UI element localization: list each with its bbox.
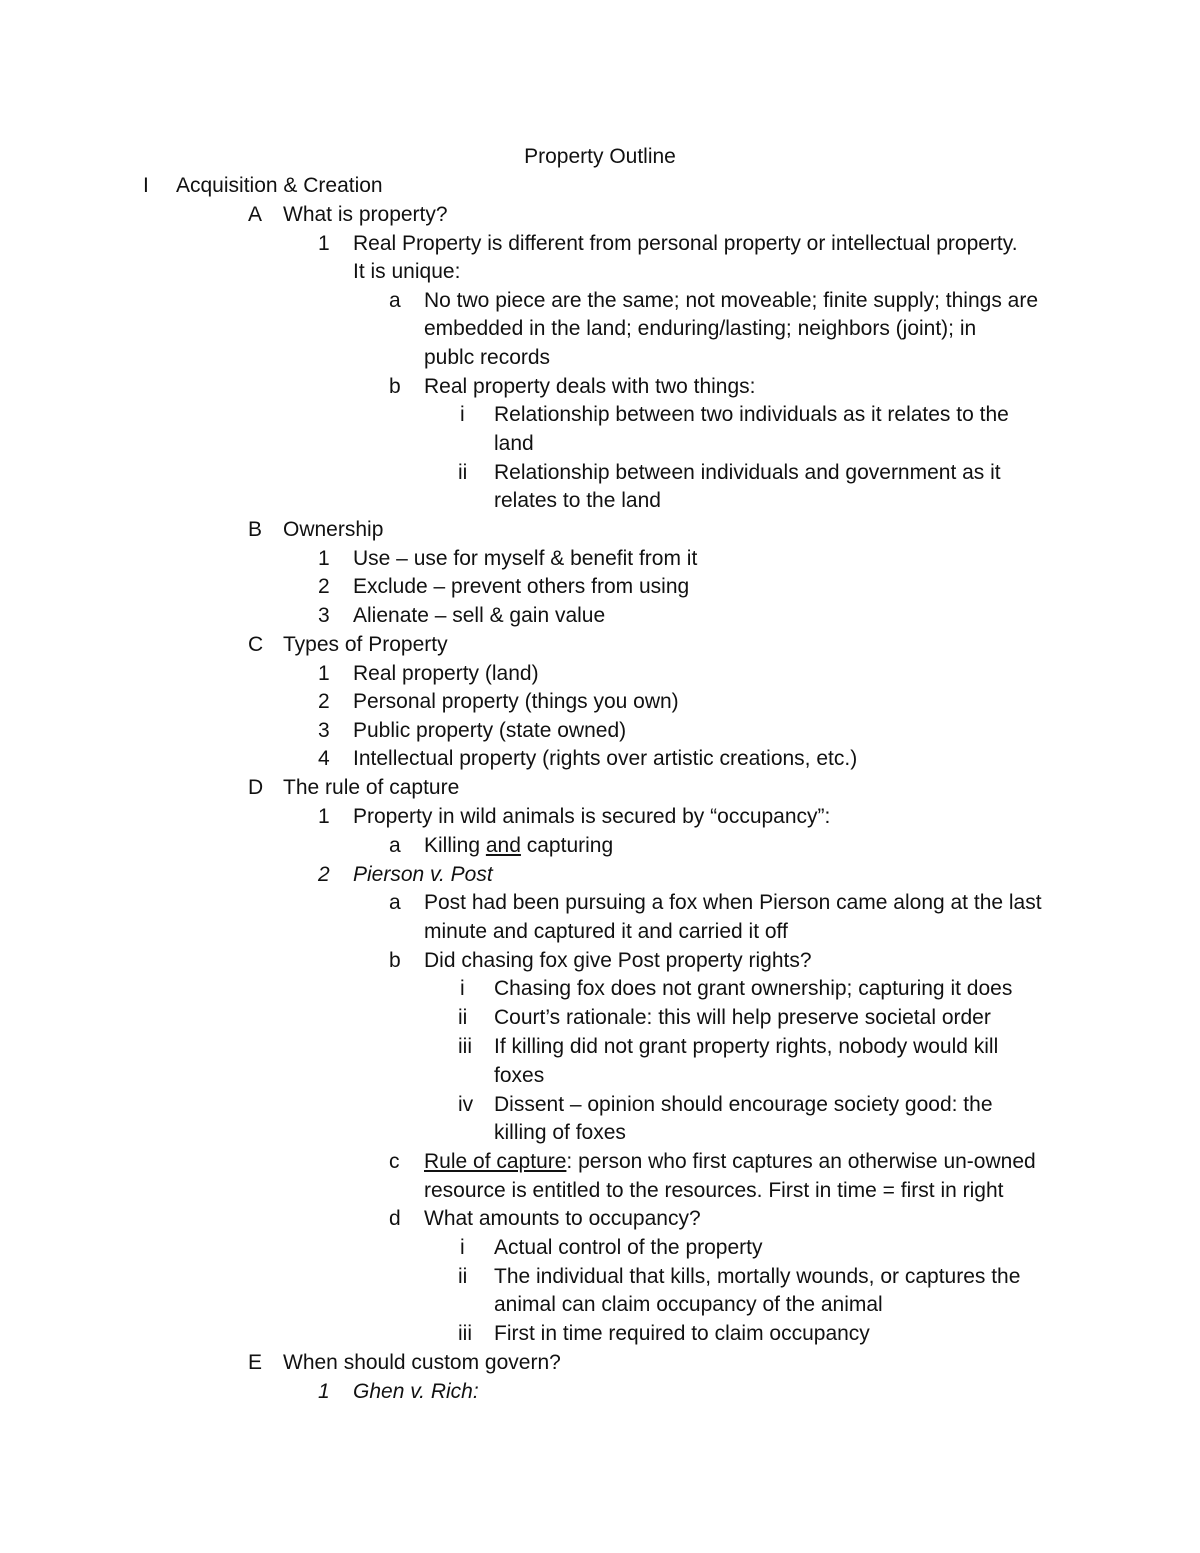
heading-acquisition-creation: Acquisition & Creation (176, 174, 383, 197)
item-D2b-ii: Court’s rationale: this will help preserve societal order (494, 1006, 991, 1029)
item-D1a-pre: Killing (424, 834, 486, 857)
heading-rule-of-capture: The rule of capture (283, 776, 460, 799)
item-A1b-i-line2: land (494, 432, 534, 455)
heading-custom-govern: When should custom govern? (283, 1351, 561, 1374)
heading-ownership: Ownership (283, 518, 384, 541)
document-title: Property Outline (524, 145, 676, 168)
outline-label-D2b-iv: iv (458, 1093, 474, 1116)
item-B2: Exclude – prevent others from using (353, 575, 690, 598)
item-D2d-ii-line1: The individual that kills, mortally wounds, or captures the (494, 1265, 1021, 1288)
heading-what-is-property: What is property? (283, 203, 448, 226)
item-D2b-i: Chasing fox does not grant ownership; capturing it does (494, 977, 1013, 1000)
item-D2d: What amounts to occupancy? (424, 1207, 701, 1230)
outline-label-I: I (143, 174, 149, 197)
outline-label-D2a: a (389, 891, 401, 914)
outline-label-D1a: a (389, 834, 401, 857)
item-D2c-line1-rest: : person who first captures an otherwise un-owned (566, 1150, 1036, 1173)
outline-label-B3: 3 (318, 604, 330, 627)
item-D2b: Did chasing fox give Post property rights? (424, 949, 812, 972)
item-D1a-post: capturing (520, 834, 614, 857)
item-D1a-underlined: and (485, 834, 521, 857)
item-B3: Alienate – sell & gain value (353, 604, 606, 627)
item-D2a-line2: minute and captured it and carried it off (424, 920, 788, 943)
item-D2b-iv-line1: Dissent – opinion should encourage society good: the (494, 1093, 993, 1116)
outline-label-E: E (248, 1351, 263, 1374)
item-D2d-iii: First in time required to claim occupancy (494, 1322, 870, 1345)
item-A1b: Real property deals with two things: (424, 375, 756, 398)
outline-label-D2d-iii: iii (458, 1322, 472, 1345)
outline-label-A1: 1 (318, 232, 330, 255)
outline-label-A1b-i: i (460, 403, 465, 426)
item-A1b-ii-line2: relates to the land (494, 489, 661, 512)
item-B1: Use – use for myself & benefit from it (353, 547, 698, 570)
item-A1a-line3: publc records (424, 346, 551, 369)
item-A1b-i-line1: Relationship between two individuals as it relates to the (494, 403, 1009, 426)
outline-label-D2b-i: i (460, 977, 465, 1000)
outline-label-D2d-ii: ii (458, 1265, 468, 1288)
item-A1a-line2: embedded in the land; enduring/lasting; neighbors (joint); in (424, 317, 977, 340)
item-A1b-ii-line1: Relationship between individuals and government as it (494, 461, 1001, 484)
outline-label-C: C (248, 633, 264, 656)
outline-label-B1: 1 (318, 547, 330, 570)
item-D2b-iii-line1: If killing did not grant property rights, nobody would kill (494, 1035, 999, 1058)
outline-label-D2: 2 (318, 863, 330, 886)
outline-label-D2b-iii: iii (458, 1035, 472, 1058)
item-D1: Property in wild animals is secured by “occupancy”: (353, 805, 831, 828)
outline-label-D2c: c (389, 1150, 400, 1173)
outline-label-A1a: a (389, 289, 401, 312)
outline-label-A: A (248, 203, 263, 226)
outline-label-C1: 1 (318, 662, 330, 685)
item-D1a (424, 832, 613, 860)
item-C1: Real property (land) (353, 662, 539, 685)
item-C3: Public property (state owned) (353, 719, 627, 742)
outline-label-A1b: b (389, 375, 401, 398)
outline-label-C3: 3 (318, 719, 330, 742)
outline-label-D2d: d (389, 1207, 401, 1230)
item-D2b-iii-line2: foxes (494, 1064, 545, 1087)
outline-label-A1b-ii: ii (458, 461, 468, 484)
outline-label-D2d-i: i (460, 1236, 465, 1259)
item-D2d-ii-line2: animal can claim occupancy of the animal (494, 1293, 883, 1316)
outline-label-C2: 2 (318, 690, 330, 713)
outline-label-E1: 1 (318, 1380, 330, 1403)
rule-of-capture-term: Rule of capture (424, 1150, 567, 1173)
item-A1-line1: Real Property is different from personal property or intellectual property. (353, 232, 1018, 255)
item-D2b-iv-line2: killing of foxes (494, 1121, 626, 1144)
item-D2d-i: Actual control of the property (494, 1236, 763, 1259)
item-A1a-line1: No two piece are the same; not moveable; finite supply; things are (424, 289, 1039, 312)
item-D2c-line2: resource is entitled to the resources. First in time = first in right (424, 1179, 1004, 1202)
outline-label-D2b: b (389, 949, 401, 972)
outline-label-D1: 1 (318, 805, 330, 828)
case-pierson-v-post: Pierson v. Post (353, 863, 493, 886)
item-D2c-line1 (424, 1148, 1036, 1176)
item-C4: Intellectual property (rights over artistic creations, etc.) (353, 747, 858, 770)
item-A1-line2: It is unique: (353, 260, 461, 283)
heading-types-of-property: Types of Property (283, 633, 448, 656)
item-C2: Personal property (things you own) (353, 690, 679, 713)
outline-label-D: D (248, 776, 264, 799)
outline-label-B: B (248, 518, 263, 541)
outline-label-D2b-ii: ii (458, 1006, 468, 1029)
outline-label-C4: 4 (318, 747, 330, 770)
item-D2a-line1: Post had been pursuing a fox when Pierson came along at the last (424, 891, 1042, 914)
case-ghen-v-rich: Ghen v. Rich: (353, 1380, 479, 1403)
outline-label-B2: 2 (318, 575, 330, 598)
